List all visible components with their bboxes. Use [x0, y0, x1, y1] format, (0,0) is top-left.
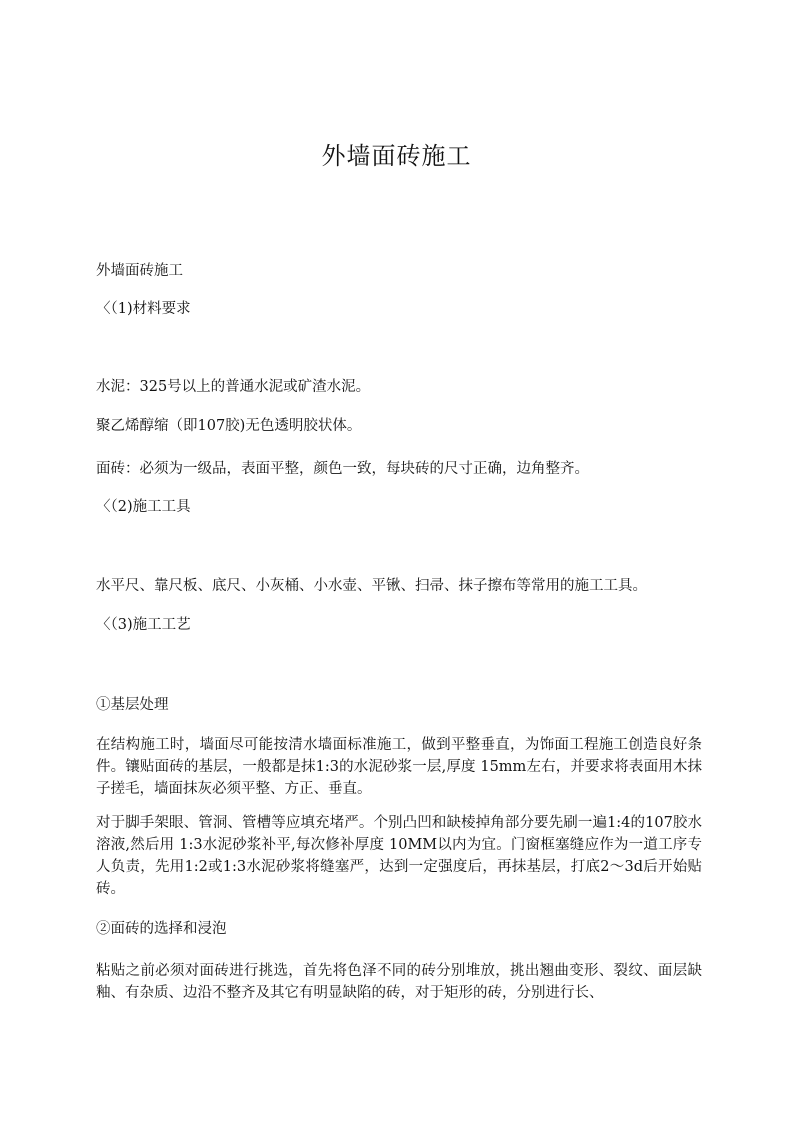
- text-line: 水泥：325号以上的普通水泥或矿渣水泥。: [96, 379, 371, 395]
- subsection-heading-materials: 〈（1)材料要求: [96, 301, 191, 317]
- document-title: 外墙面砖施工: [321, 142, 472, 170]
- step-heading-base: ①基层处理: [96, 697, 169, 713]
- text-line: 聚乙烯醇缩（即107胶)无色透明胶状体。: [96, 418, 362, 434]
- text-line: 面砖：必须为一级品，表面平整，颜色一致，每块砖的尺寸正确，边角整齐。: [96, 461, 589, 477]
- paragraph: 粘贴之前必须对面砖进行挑选，首先将色泽不同的砖分别堆放，挑出翘曲变形、裂纹、面层缺釉、有杂质、边沿不整齐及其它有明显缺陷的砖，对于矩形的砖，分别进行长、: [96, 963, 702, 1001]
- step-heading-tiles: ②面砖的选择和浸泡: [96, 921, 227, 937]
- section-heading: 外墙面砖施工: [96, 263, 183, 279]
- subsection-heading-process: 〈（3)施工工艺: [96, 617, 191, 633]
- paragraph: 对于脚手架眼、管洞、管槽等应填充堵严。个别凸凹和缺棱掉角部分要先刷一遍1:4的107胶水溶液,然后用 1:3水泥砂浆补平,每次修补厚度 10MM以内为宜。门窗框塞缝应作为一道工序专人负责，先用1:2或1:3水泥砂浆将缝塞严，达到一定强度后，再抹基层，打底2～3d后开始贴砖。: [96, 815, 702, 897]
- paragraph: 在结构施工时，墙面尽可能按清水墙面标准施工，做到平整垂直，为饰面工程施工创造良好条件。镶贴面砖的基层，一般都是抹1:3的水泥砂浆一层,厚度 15mm左右，并要求将表面用木抹子搓毛，墙面抹灰必须平整、方正、垂直。: [96, 737, 702, 797]
- text-line: 水平尺、靠尺板、底尺、小灰桶、小水壶、平锹、扫帚、抹子擦布等常用的施工工具。: [96, 578, 647, 594]
- subsection-heading-tools: 〈（2)施工工具: [96, 499, 191, 515]
